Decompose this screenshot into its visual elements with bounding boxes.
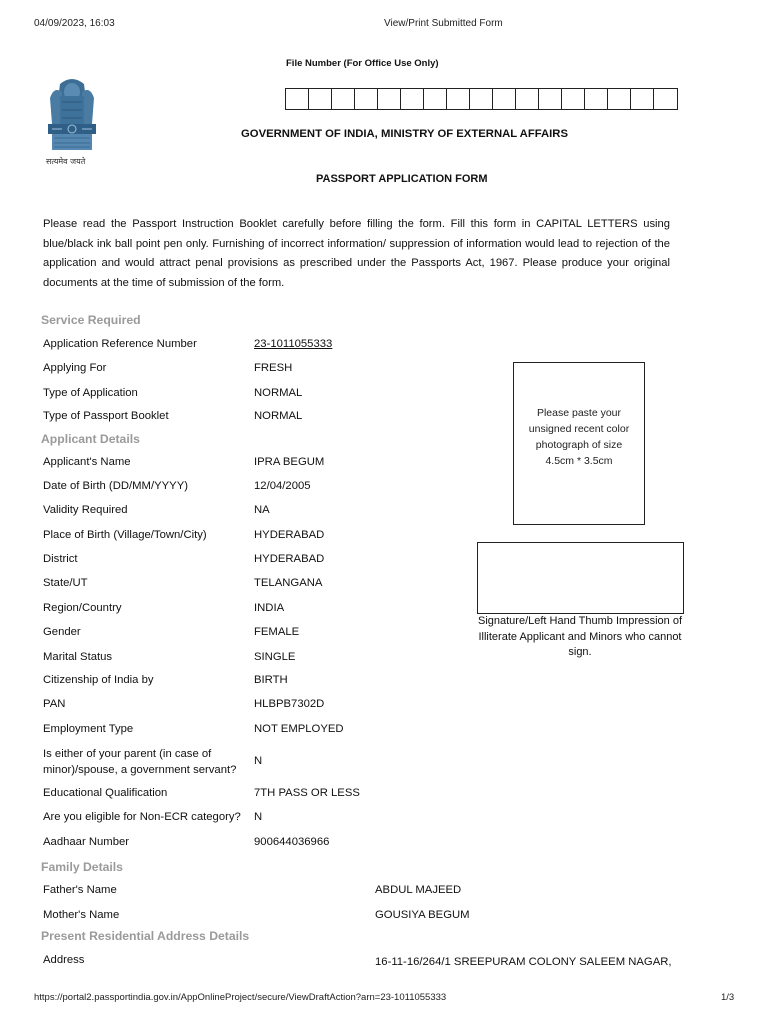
label-address: Address [43, 954, 85, 966]
signature-box [477, 542, 684, 614]
signature-caption: Signature/Left Hand Thumb Impression of Illiterate Applicant and Minors who cannot sign. [477, 615, 683, 658]
value-marital-status: SINGLE [254, 651, 296, 663]
label-state: State/UT [43, 577, 88, 589]
label-region-country: Region/Country [43, 602, 122, 614]
file-number-label: File Number (For Office Use Only) [286, 58, 439, 69]
photo-box [513, 362, 645, 525]
file-number-boxes [285, 88, 678, 110]
print-page-title: View/Print Submitted Form [384, 18, 503, 29]
label-mother-name: Mother's Name [43, 909, 120, 921]
form-title: PASSPORT APPLICATION FORM [316, 173, 488, 185]
value-gender: FEMALE [254, 626, 300, 638]
print-datetime: 04/09/2023, 16:03 [34, 18, 115, 29]
value-mother-name: GOUSIYA BEGUM [375, 909, 470, 921]
footer-url: https://portal2.passportindia.gov.in/AppOnlineProject/secure/ViewDraftAction?arn=23-1011055333 [34, 992, 447, 1003]
value-employment-type: NOT EMPLOYED [254, 723, 344, 735]
photo-box-text: Please paste your unsigned recent color photograph of size 4.5cm * 3.5cm [528, 407, 630, 467]
label-gender: Gender [43, 626, 81, 638]
value-applying-for: FRESH [254, 362, 293, 374]
label-citizenship: Citizenship of India by [43, 674, 154, 686]
label-non-ecr: Are you eligible for Non-ECR category? [43, 811, 241, 823]
label-validity: Validity Required [43, 504, 128, 516]
label-parent-govt-servant: Is either of your parent (in case of minor)/spouse, a government servant? [43, 748, 237, 776]
value-non-ecr: N [254, 811, 263, 823]
value-father-name: ABDUL MAJEED [375, 884, 462, 896]
value-region-country: INDIA [254, 602, 285, 614]
label-marital-status: Marital Status [43, 651, 113, 663]
emblem-motto: सत्यमेव जयते [46, 157, 86, 166]
label-applicant-name: Applicant's Name [43, 456, 131, 468]
section-address-details: Present Residential Address Details [41, 929, 250, 943]
label-date-of-birth: Date of Birth (DD/MM/YYYY) [43, 480, 189, 492]
label-application-reference: Application Reference Number [43, 338, 197, 350]
value-type-of-application: NORMAL [254, 387, 303, 399]
value-aadhaar: 900644036966 [254, 836, 330, 848]
section-service-required: Service Required [41, 313, 141, 327]
value-place-of-birth: HYDERABAD [254, 529, 325, 541]
instructions-paragraph: Please read the Passport Instruction Booklet carefully before filling the form. Fill this form in CAPITAL LETTERS using blue/black ink ball point pen only. Furnishing of incorrect information/ suppression of information would lead to rejection of the application and would attract penal provisions as prescribed under the Passports Act, 1967. Please produce your original documents at the time of submission of the form. [43, 218, 670, 289]
value-state: TELANGANA [254, 577, 323, 589]
label-pan: PAN [43, 698, 66, 710]
value-pan: HLBPB7302D [254, 698, 325, 710]
label-applying-for: Applying For [43, 362, 107, 374]
value-citizenship: BIRTH [254, 674, 288, 686]
label-aadhaar: Aadhaar Number [43, 836, 130, 848]
value-address: 16-11-16/264/1 SREEPURAM COLONY SALEEM NAGAR, [375, 956, 672, 968]
label-type-of-application: Type of Application [43, 387, 138, 399]
label-education: Educational Qualification [43, 787, 168, 799]
label-passport-booklet: Type of Passport Booklet [43, 410, 169, 422]
footer-page-number: 1/3 [721, 992, 735, 1003]
section-family-details: Family Details [41, 860, 123, 874]
value-validity: NA [254, 504, 270, 516]
label-employment-type: Employment Type [43, 723, 134, 735]
label-father-name: Father's Name [43, 884, 117, 896]
ministry-heading: GOVERNMENT OF INDIA, MINISTRY OF EXTERNAL AFFAIRS [241, 128, 568, 140]
value-parent-govt-servant: N [254, 755, 263, 767]
value-applicant-name: IPRA BEGUM [254, 456, 325, 468]
value-education: 7TH PASS OR LESS [254, 787, 360, 799]
value-passport-booklet: NORMAL [254, 410, 303, 422]
section-applicant-details: Applicant Details [41, 432, 140, 446]
label-place-of-birth: Place of Birth (Village/Town/City) [43, 529, 207, 541]
value-date-of-birth: 12/04/2005 [254, 480, 311, 492]
value-application-reference[interactable]: 23-1011055333 [254, 338, 333, 350]
label-district: District [43, 553, 78, 565]
value-district: HYDERABAD [254, 553, 325, 565]
